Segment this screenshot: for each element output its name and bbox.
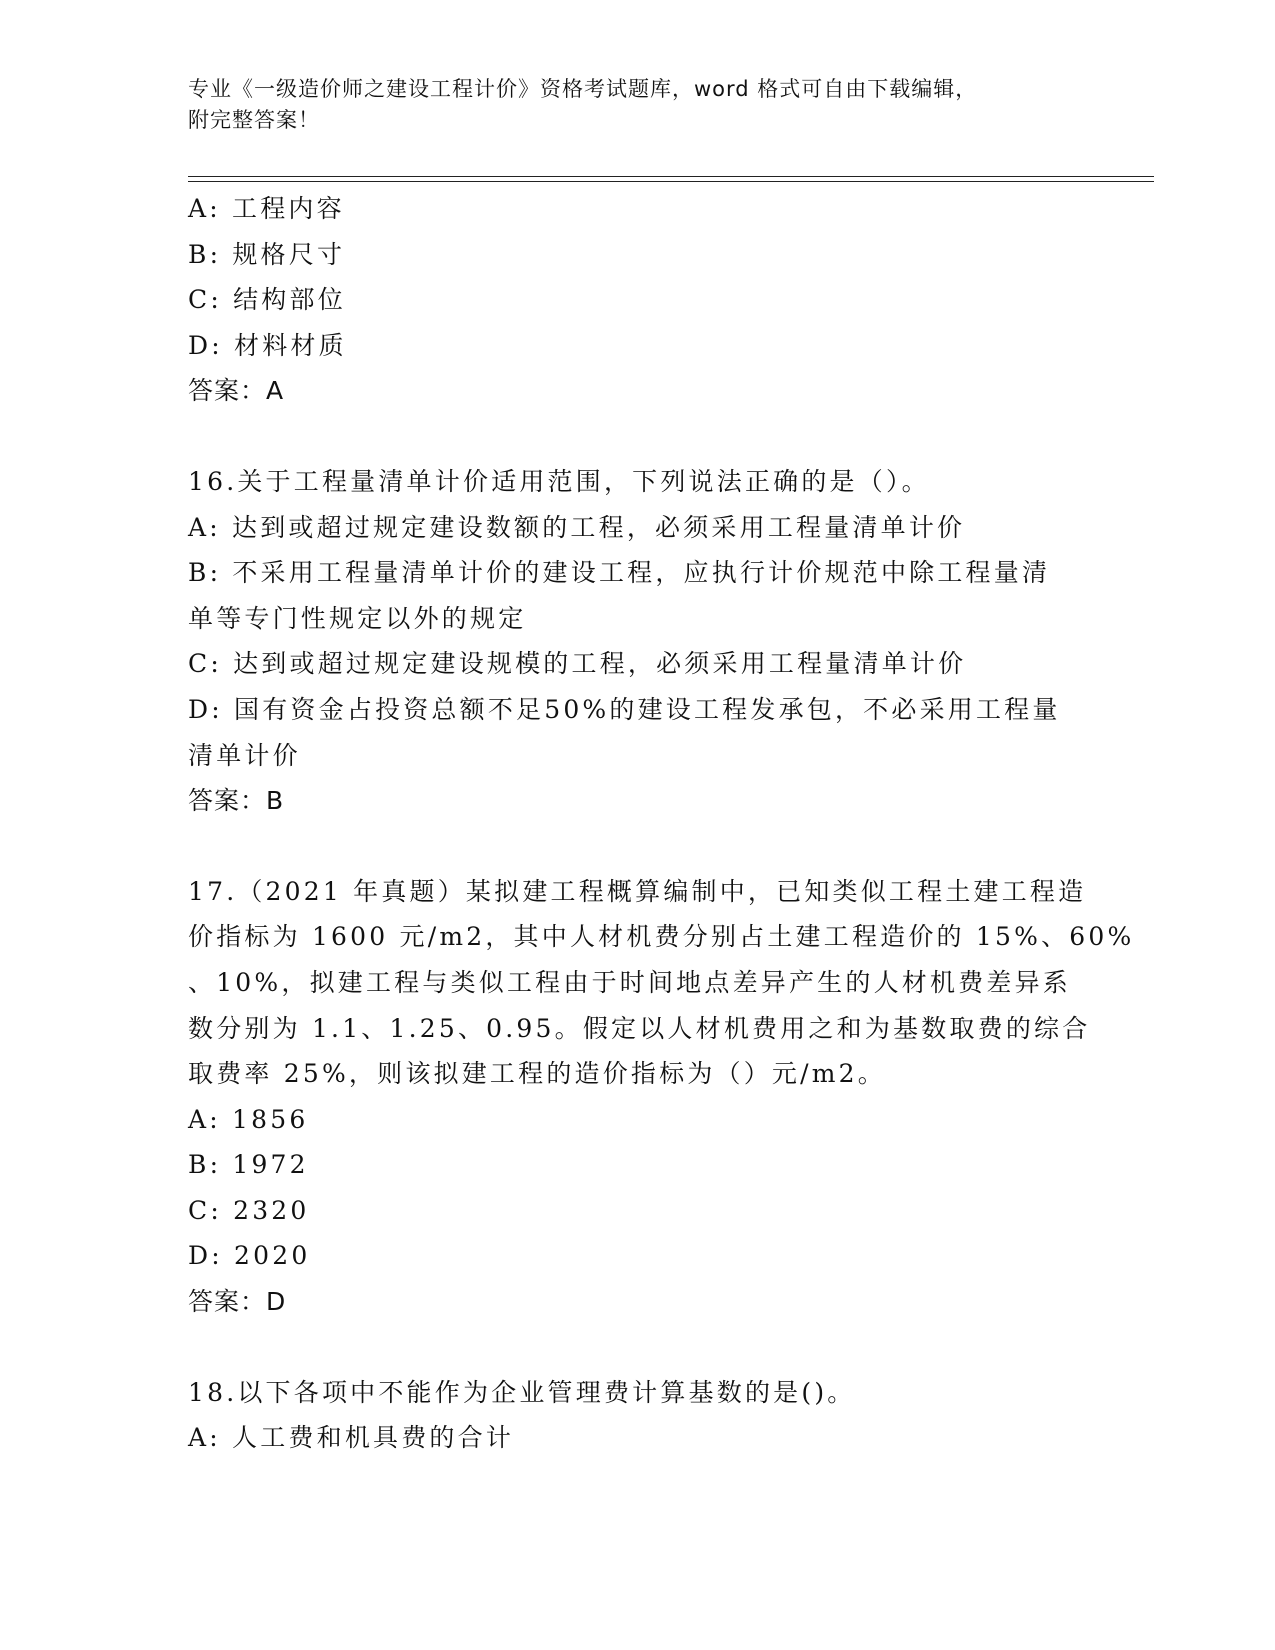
question-stem: 16.关于工程量清单计价适用范围，下列说法正确的是（）。	[188, 466, 930, 496]
question-stem-line: 数分别为 1.1、1.25、0.95。假定以人材机费用之和为基数取费的综合	[188, 1013, 1091, 1043]
question-stem: 18.以下各项中不能作为企业管理费计算基数的是()。	[188, 1377, 856, 1407]
option-c: C: 2320	[188, 1195, 310, 1225]
answer-line: 答案：D	[188, 1287, 287, 1317]
question-stem-line: 取费率 25%，则该拟建工程的造价指标为（）元/m2。	[188, 1059, 886, 1089]
question-content	[188, 186, 1135, 1461]
option-d: D: 材料材质	[188, 330, 347, 360]
question-15-tail	[188, 186, 1088, 414]
option-b: B: 规格尺寸	[188, 239, 346, 269]
option-d: D: 国有资金占投资总额不足50%的建设工程发承包，不必采用工程量	[188, 694, 1061, 724]
option-a: A: 达到或超过规定建设数额的工程，必须采用工程量清单计价	[188, 512, 966, 542]
header-divider-top	[188, 176, 1154, 177]
question-17	[188, 869, 1135, 1325]
answer-line: 答案：A	[188, 376, 285, 406]
option-b-continuation: 单等专门性规定以外的规定	[188, 603, 527, 633]
option-a: A: 人工费和机具费的合计	[188, 1423, 515, 1453]
question-18	[188, 1370, 1088, 1461]
document-header	[188, 74, 1068, 136]
spacer	[188, 1325, 1088, 1370]
option-a: A: 1856	[188, 1104, 309, 1134]
question-stem-line: 价指标为 1600 元/m2，其中人材机费分别占土建工程造价的 15%、60%	[188, 922, 1135, 952]
question-stem-line: 17.（2021 年真题）某拟建工程概算编制中，已知类似工程土建工程造	[188, 876, 1087, 906]
option-c: C: 结构部位	[188, 285, 346, 315]
option-c: C: 达到或超过规定建设规模的工程，必须采用工程量清单计价	[188, 649, 967, 679]
header-divider-bottom	[188, 181, 1154, 182]
option-d: D: 2020	[188, 1241, 311, 1271]
question-stem-line: 、10%，拟建工程与类似工程由于时间地点差异产生的人材机费差异系	[188, 967, 1071, 997]
answer-line: 答案：B	[188, 786, 285, 816]
option-b: B: 不采用工程量清单计价的建设工程，应执行计价规范中除工程量清	[188, 558, 1051, 588]
option-d-continuation: 清单计价	[188, 740, 301, 770]
spacer	[188, 824, 1088, 869]
header-line-2: 附完整答案！	[188, 108, 320, 132]
option-b: B: 1972	[188, 1150, 309, 1180]
header-line-1: 专业《一级造价师之建设工程计价》资格考试题库，word 格式可自由下载编辑，	[188, 77, 978, 101]
spacer	[188, 414, 1088, 459]
option-a: A: 工程内容	[188, 194, 345, 223]
question-16	[188, 459, 1088, 824]
